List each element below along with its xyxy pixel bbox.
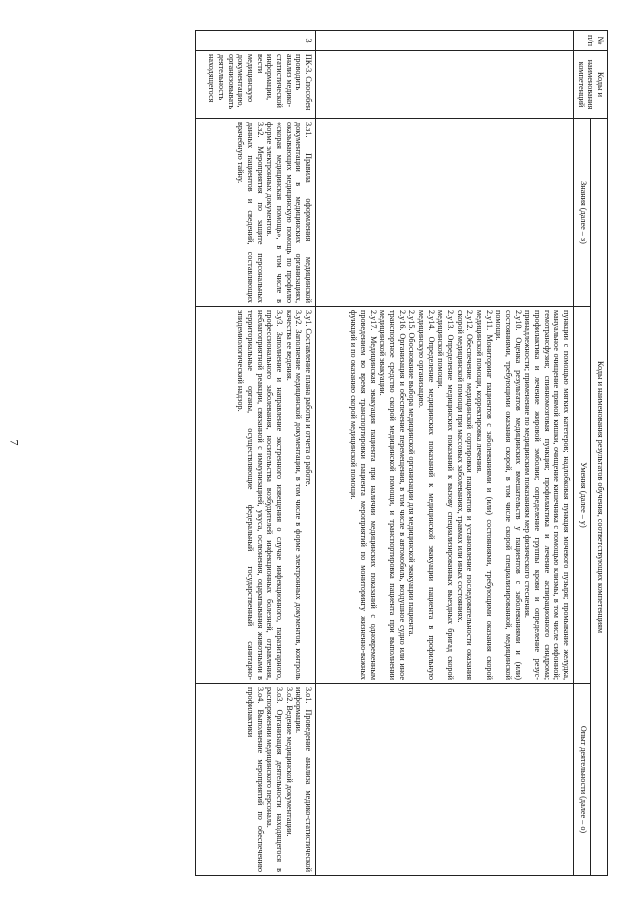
table-row — [315, 31, 573, 876]
row-skills: 3.у1. Составление плана работы и отчета о работе. 3.у2. Заполнение медицинской документации, в том числе в форме электронных документов, контроль качества ее ведения. 3.у3. Заполнение и направление экстренного извещения о случае инфекционного, паразитарного, профессионального заболевания, носительства возбудителей инфекционных болезней, отравления, неблагоприятной реакции, связанной с иммунизацией, укуса, ослюнения, оцарапывания животными в территориальные органы, осуществляющие федеральный государственный санитарно-эпидемиологический надзор. — [195, 307, 315, 684]
header-row-1 — [591, 31, 608, 876]
header-experience: Опыт деятельности (далее – о) — [573, 684, 590, 876]
header-results-group: Коды и наименования результатов обучения, соответствующих компетенциям — [591, 119, 608, 876]
competency-table — [195, 30, 608, 876]
row-skills: пункции с помощью мягких катетеров; надлобковая пункция мочевого пузыря; промывание желудка, мануальное очищение прямой кишки, очищение кишечника с помощью клизмы, в том числе сифонной; гемотрансфузия; спинномозговая пункция; профилактика и лечение аспирационного синдрома; профилактика и лечение жировой эмболии; определение группы крови и определение резус-принадлежности; применение по медицинским показаниям мер физического стеснения. 2.у10. Оценка результатов медицинских вмешательств у пациентов с заболеваниями и (или) состояниями, требующими оказания скорой, в том числе скорой специализированной, медицинской помощи. 2.у11. Мониторинг пациентов с заболеваниями и (или) состояниями, требующими оказания скорой медицинской помощи, корректировка лечения. 2.у12. Обеспечение медицинской сортировки пациентов и установление последовательности оказания скорой медицинской помощи при массовых заболеваниях, травмах или иных состояниях. 2.у13. Определение медицинских показаний к вызову специализированных выездных бригад скорой медицинской помощи. 2.у14. Определение медицинских показаний к медицинской эвакуации пациента в профильную медицинскую организацию. 2.у15. Обоснование выбора медицинской организации для медицинской эвакуации пациента. 2.у16. Организация и обеспечение перемещения, в том числе в автомобиль, воздушное судно или иное транспортное средство скорой медицинской помощи, и транспортировка пациента при выполнении медицинской эвакуации. 2.у17. Медицинская эвакуация пациента при наличии медицинских показаний с одновременным проведением во время транспортировки пациента мероприятий по мониторингу жизненно-важных функций и по оказанию скорой медицинской помощи. — [315, 307, 573, 684]
row-experience — [315, 684, 573, 876]
row-code: ПК-3. Способен проводить анализ медико-статистической информации, вести медицинскую документацию, организовывать деятельность находящегося — [195, 51, 315, 119]
header-knowledge: Знания (далее – з) — [573, 119, 590, 307]
row-num: 3 — [195, 31, 315, 51]
row-experience: 3.о1. Проведение анализа медико-статистической информации. 3.о2. Ведение медицинской документации. 3.о3. Организация деятельности находящегося в распоряжении медицинского персонала. 3.о4. Выполнение мероприятий по обеспечению профилактики — [195, 684, 315, 876]
row-knowledge: 3.з1. Правила оформления медицинской документации в медицинских организациях, оказывающих медицинскую помощь по профилю «скорая медицинская помощь», в том числе в форме электронных документов. 3.з2. Мероприятия по защите персональных данных пациентов и сведений, составляющих врачебную тайну. — [195, 119, 315, 307]
row-num — [315, 31, 573, 51]
header-num: № п/п — [573, 31, 607, 51]
header-codes: Коды и наименования компетенций — [573, 51, 607, 119]
header-row-2 — [573, 31, 590, 876]
page-content — [48, 30, 608, 875]
rotated-page — [48, 30, 608, 875]
row-knowledge — [315, 119, 573, 307]
table-row — [195, 31, 315, 876]
page-number: 7 — [7, 439, 22, 446]
header-skills: Умения (далее – у) — [573, 307, 590, 684]
row-code — [315, 51, 573, 119]
